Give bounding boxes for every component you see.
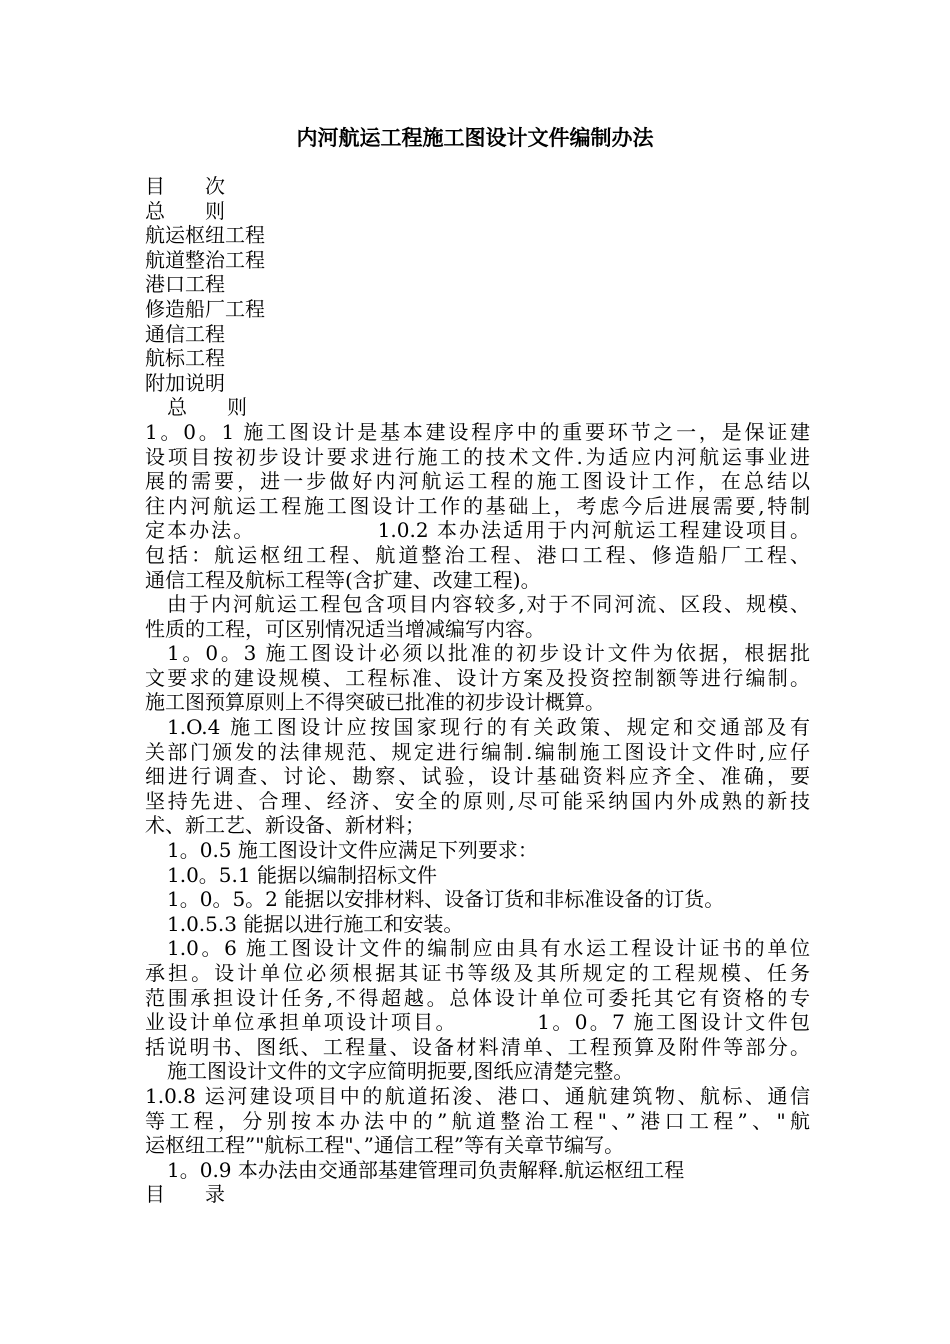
text-line: 范围承担设计任务,不得超越。总体设计单位可委托其它有资格的专 xyxy=(145,985,810,1010)
text-line: 1.O.4 施工图设计应按国家现行的有关政策、规定和交通部及有 xyxy=(167,715,810,740)
text-line: 1。0.9 本办法由交通部基建管理司负责解释.航运枢纽工程 xyxy=(167,1157,685,1182)
text-line: 1。0。5。2 能据以安排材料、设备订货和非标准设备的订货。 xyxy=(167,887,725,912)
text-line: 业设计单位承担单项设计项目。 1。0。7 施工图设计文件包 xyxy=(145,1010,810,1035)
text-line: 航运枢纽工程 xyxy=(145,223,265,248)
text-line: 航道整治工程 xyxy=(145,247,265,272)
text-line: 附加说明 xyxy=(145,370,225,395)
document-title: 内河航运工程施工图设计文件编制办法 xyxy=(296,125,654,150)
document-body xyxy=(145,174,810,1207)
text-line: 由于内河航运工程包含项目内容较多,对于不同河流、区段、规模、 xyxy=(167,592,810,617)
text-line: 通信工程及航标工程等(含扩建、改建工程)。 xyxy=(145,567,541,592)
text-line: 设项目按初步设计要求进行施工的技术文件.为适应内河航运事业进 xyxy=(145,444,810,469)
text-line: 修造船厂工程 xyxy=(145,296,265,321)
text-line: 总 则 xyxy=(145,198,225,223)
text-line: 通信工程 xyxy=(145,321,225,346)
text-line: 定本办法。 1.0.2 本办法适用于内河航运工程建设项目。 xyxy=(145,518,810,543)
text-line: 包括：航运枢纽工程、航道整治工程、港口工程、修造船厂工程、 xyxy=(145,542,810,567)
text-line: 施工图预算原则上不得突破已批准的初步设计概算。 xyxy=(145,690,605,715)
text-line: 细进行调查、讨论、勘察、试验，设计基础资料应齐全、准确，要 xyxy=(145,764,810,789)
text-line: 1。0.5 施工图设计文件应满足下列要求： xyxy=(167,838,538,863)
text-line: 括说明书、图纸、工程量、设备材料清单、工程预算及附件等部分。 xyxy=(145,1034,810,1059)
text-line: 展的需要，进一步做好内河航运工程的施工图设计工作，在总结以 xyxy=(145,469,810,494)
text-line: 性质的工程，可区别情况适当增减编写内容。 xyxy=(145,616,545,641)
text-line: 总 则 xyxy=(167,395,247,420)
text-line: 1。0。3 施工图设计必须以批准的初步设计文件为依据，根据批 xyxy=(167,641,810,666)
text-line: 1.0.5.3 能据以进行施工和安装。 xyxy=(167,911,464,936)
text-line: 1。0。1 施工图设计是基本建设程序中的重要环节之一，是保证建 xyxy=(145,419,810,444)
text-line: 坚持先进、合理、经济、安全的原则,尽可能采纳国内外成熟的新技 xyxy=(145,788,810,813)
text-line: 目 次 xyxy=(145,174,225,198)
text-line: 承担。设计单位必须根据其证书等级及其所规定的工程规模、任务 xyxy=(145,961,810,985)
text-line: 关部门颁发的法律规范、规定进行编制.编制施工图设计文件时,应仔 xyxy=(145,739,810,764)
text-line: 港口工程 xyxy=(145,272,225,297)
text-line: 术、新工艺、新设备、新材料； xyxy=(145,813,425,838)
text-line: 1.0.8 运河建设项目中的航道拓浚、港口、通航建筑物、航标、通信 xyxy=(145,1083,810,1108)
text-line: 航标工程 xyxy=(145,346,225,371)
text-line: 等工程，分别按本办法中的”航道整治工程"、”港口工程”、"航 xyxy=(145,1108,810,1133)
text-line: 1.0。5.1 能据以编制招标文件 xyxy=(167,862,437,887)
text-line: 运枢纽工程”"航标工程"、”通信工程”等有关章节编写。 xyxy=(145,1133,625,1158)
text-line: 文要求的建设规模、工程标准、设计方案及投资控制额等进行编制。 xyxy=(145,665,810,690)
text-line: 往内河航运工程施工图设计工作的基础上，考虑今后进展需要,特制 xyxy=(145,493,810,518)
text-line: 1.0。6 施工图设计文件的编制应由具有水运工程设计证书的单位 xyxy=(167,936,810,961)
text-line: 目 录 xyxy=(145,1182,225,1207)
text-line: 施工图设计文件的文字应简明扼要,图纸应清楚完整。 xyxy=(167,1059,634,1084)
